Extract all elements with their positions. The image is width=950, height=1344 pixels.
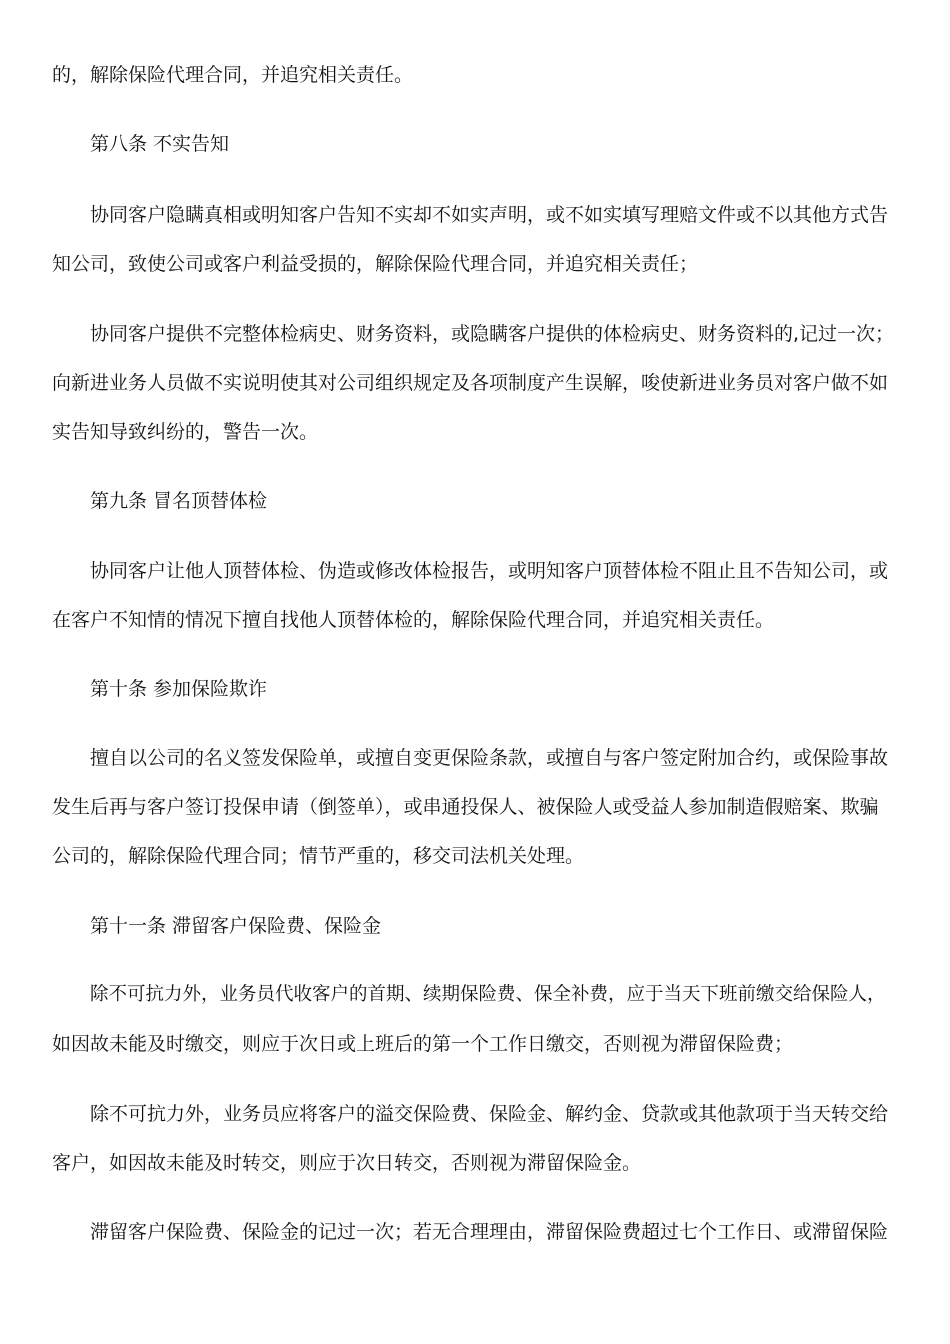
paragraph-line: 擅自以公司的名义签发保险单，或擅自变更保险条款，或擅自与客户签定附加合约，或保险事故 [90,747,889,769]
article-heading: 第九条 冒名顶替体检 [90,490,268,512]
paragraph-line: 协同客户隐瞒真相或明知客户告知不实却不如实声明，或不如实填写理赔文件或不以其他方式告 [90,204,889,226]
paragraph-line: 公司的，解除保险代理合同；情节严重的，移交司法机关处理。 [52,845,585,867]
paragraph-line: 发生后再与客户签订投保申请（倒签单），或串通投保人、被保险人或受益人参加制造假赔案、欺骗 [52,796,879,818]
paragraph-line: 在客户不知情的情况下擅自找他人顶替体检的，解除保险代理合同，并追究相关责任。 [52,609,775,631]
paragraph-line: 客户，如因故未能及时转交，则应于次日转交，否则视为滞留保险金。 [52,1152,642,1174]
paragraph-line: 协同客户让他人顶替体检、伪造或修改体检报告，或明知客户顶替体检不阻止且不告知公司，或 [90,560,889,582]
paragraph-line: 向新进业务人员做不实说明使其对公司组织规定及各项制度产生误解，唆使新进业务员对客户做不如 [52,372,889,394]
paragraph-line: 实告知导致纠纷的，警告一次。 [52,421,319,443]
article-heading: 第十条 参加保险欺诈 [90,678,268,700]
paragraph-line: 协同客户提供不完整体检病史、财务资料，或隐瞒客户提供的体检病史、财务资料的,记过一次； [90,323,895,345]
paragraph-line: 除不可抗力外，业务员代收客户的首期、续期保险费、保全补费，应于当天下班前缴交给保险人， [90,984,886,1005]
paragraph-line: 滞留客户保险费、保险金的记过一次；若无合理理由，滞留保险费超过七个工作日、或滞留保险 [90,1221,889,1243]
article-heading: 第八条 不实告知 [90,133,230,155]
paragraph-line: 除不可抗力外，业务员应将客户的溢交保险费、保险金、解约金、贷款或其他款项于当天转交给 [90,1103,889,1125]
paragraph-line: 的，解除保险代理合同，并追究相关责任。 [52,64,414,86]
paragraph-line: 知公司，致使公司或客户利益受损的，解除保险代理合同，并追究相关责任； [52,253,699,275]
paragraph-line: 如因故未能及时缴交，则应于次日或上班后的第一个工作日缴交，否则视为滞留保险费； [52,1033,794,1055]
article-heading: 第十一条 滞留客户保险费、保险金 [90,915,382,937]
